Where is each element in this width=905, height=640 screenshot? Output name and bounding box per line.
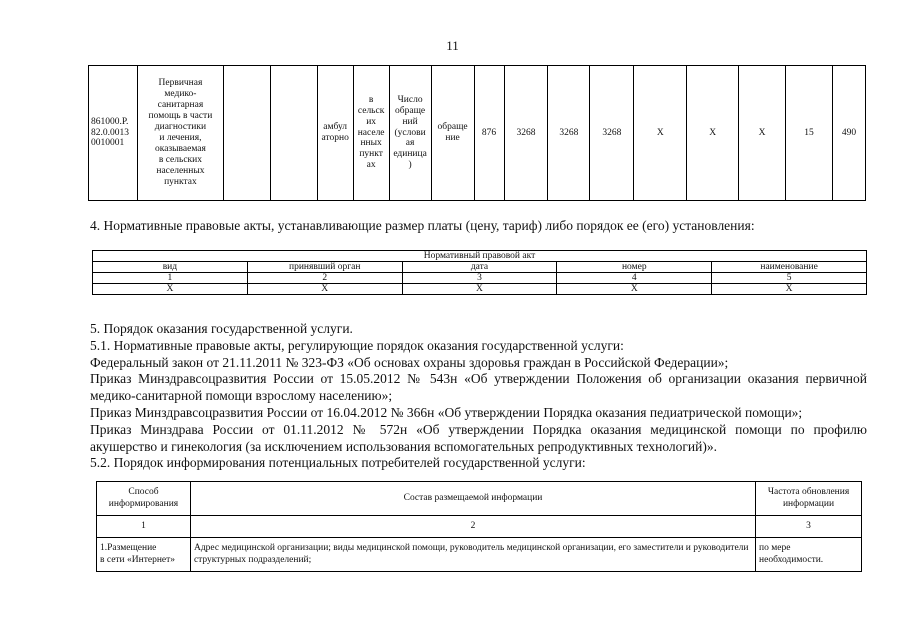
- legal-acts-table: [92, 250, 867, 295]
- column-header: вид: [93, 262, 248, 273]
- law-item-continuation: медико-санитарной помощи взрослому населению»;: [90, 388, 393, 404]
- law-item: Приказ Минздравсоцразвития России от 16.04.2012 № 366н «Об утверждении Порядка оказания педиатрической помощи»;: [90, 404, 803, 420]
- section51-heading: 5.1. Нормативные правовые акты, регулирующие порядок оказания государственной услуги:: [90, 337, 624, 353]
- info-method: 1.Размещение в сети «Интернет»: [97, 538, 191, 572]
- table-cell: 3268: [590, 66, 634, 201]
- table-cell: 3: [756, 516, 862, 538]
- service-table: [88, 65, 866, 201]
- table-cell: 4: [557, 273, 712, 284]
- table-cell: Х: [634, 66, 687, 201]
- table-cell: 5: [712, 273, 867, 284]
- column-header: номер: [557, 262, 712, 273]
- service-code: 861000.Р. 82.0.0013 0010001: [89, 66, 138, 201]
- info-frequency: по мере необходимости.: [756, 538, 862, 572]
- table-cell: 3268: [504, 66, 548, 201]
- column-header: наименование: [712, 262, 867, 273]
- table-cell: Х: [712, 284, 867, 295]
- section4-heading: 4. Нормативные правовые акты, устанавливающие размер платы (цену, тариф) либо порядок ее (его) установления:: [90, 218, 755, 233]
- column-header: Способ информирования: [97, 482, 191, 516]
- info-table: [96, 481, 862, 572]
- section5-heading: 5. Порядок оказания государственной услуги.: [90, 321, 353, 336]
- table-cell: 1: [97, 516, 191, 538]
- law-item: Приказ Минздрава России от 01.11.2012 № 572н «Об утверждении Порядка оказания медицинской помощи по профилю: [90, 421, 867, 437]
- indicator-name: Число обраще ний (услови ая единица ): [389, 66, 431, 201]
- table-row: [97, 538, 862, 572]
- law-item: Федеральный закон от 21.11.2011 № 323-ФЗ «Об основах охраны здоровья граждан в Российской Федерации»;: [90, 354, 729, 370]
- table-cell: 2: [190, 516, 755, 538]
- service-location: в сельск их населе нных пункт ах: [353, 66, 389, 201]
- table-header-row: [93, 262, 867, 273]
- service-name: Первичная медико- санитарная помощь в части диагностики и лечения, оказываемая в сельских населенных пунктах: [137, 66, 223, 201]
- table-row: [93, 273, 867, 284]
- table-cell: [270, 66, 317, 201]
- service-row: [89, 66, 866, 201]
- info-content: Адрес медицинской организации; виды медицинской помощи, руководитель медицинской организации, его заместители и руководители структурных подразделений;: [190, 538, 755, 572]
- section52-heading: 5.2. Порядок информирования потенциальных потребителей государственной услуги:: [90, 455, 586, 471]
- indicator-code: 876: [474, 66, 504, 201]
- table-cell: Х: [402, 284, 557, 295]
- legal-acts-title: Нормативный правовой акт: [93, 251, 867, 262]
- table-cell: 490: [832, 66, 865, 201]
- table-cell: [223, 66, 270, 201]
- table-row: [97, 516, 862, 538]
- law-item: Приказ Минздравсоцразвития России от 15.05.2012 № 543н «Об утверждении Положения об организации оказания первичной: [90, 371, 867, 387]
- table-cell: 2: [247, 273, 402, 284]
- table-cell: Х: [687, 66, 739, 201]
- table-header-row: [97, 482, 862, 516]
- table-row: [93, 284, 867, 295]
- indicator-unit: обраще ние: [431, 66, 474, 201]
- column-header: принявший орган: [247, 262, 402, 273]
- column-header: Частота обновления информации: [756, 482, 862, 516]
- table-cell: 1: [93, 273, 248, 284]
- table-cell: Х: [739, 66, 786, 201]
- table-cell: Х: [93, 284, 248, 295]
- table-cell: 15: [786, 66, 833, 201]
- table-cell: Х: [557, 284, 712, 295]
- table-cell: 3: [402, 273, 557, 284]
- law-item-continuation: акушерство и гинекология (за исключением использования вспомогательных репродуктивных технологий)».: [90, 438, 717, 454]
- column-header: Состав размещаемой информации: [190, 482, 755, 516]
- column-header: дата: [402, 262, 557, 273]
- section5-text: [90, 321, 867, 472]
- table-cell: 3268: [548, 66, 590, 201]
- page-number: 11: [446, 38, 459, 53]
- table-cell: Х: [247, 284, 402, 295]
- service-condition: амбул аторно: [317, 66, 353, 201]
